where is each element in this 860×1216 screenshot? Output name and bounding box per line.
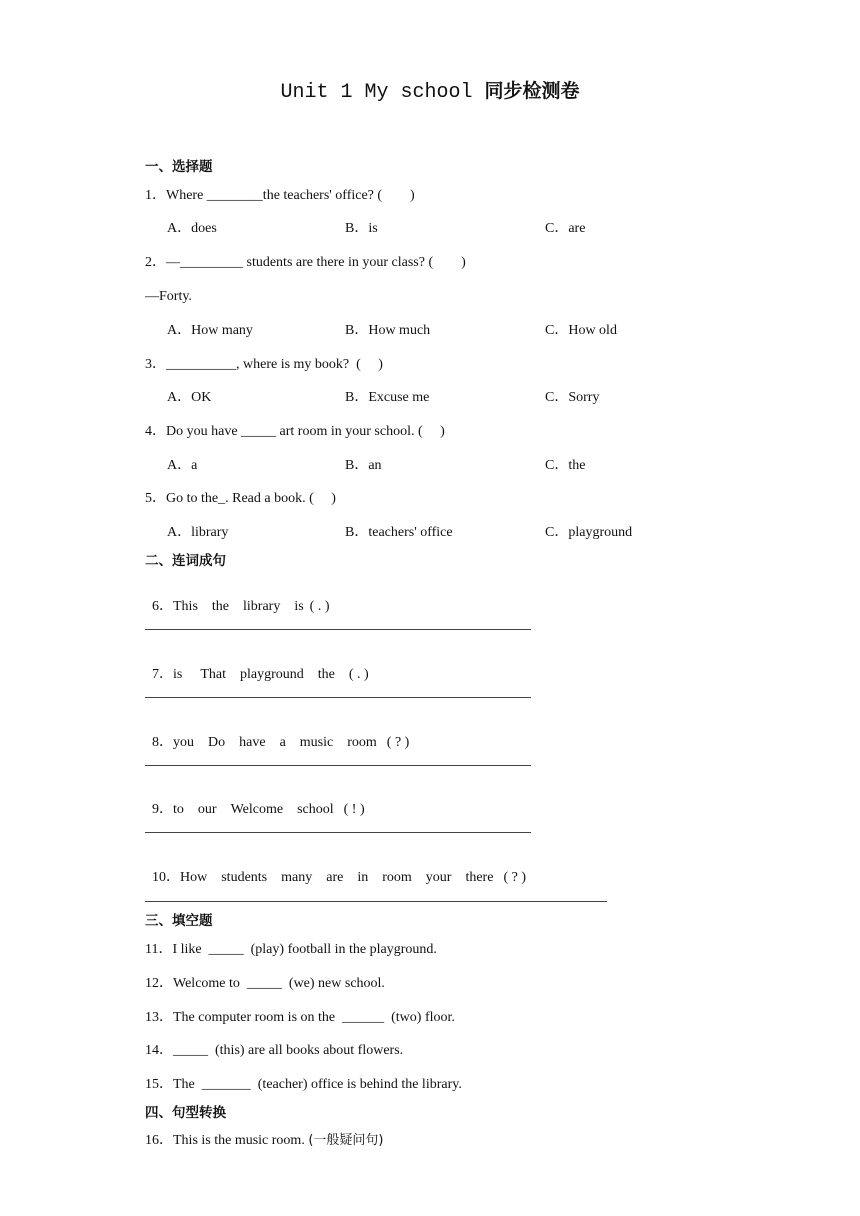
q6-word: library bbox=[243, 599, 281, 614]
q8-punct: ( ? ) bbox=[386, 735, 410, 750]
q5-option-b: B．teachers' office bbox=[345, 525, 453, 540]
q7-word: is bbox=[173, 667, 183, 682]
question-13: 13．The computer room is on the ______ (two) floor. bbox=[145, 1010, 455, 1025]
title-chinese: 同步检测卷 bbox=[484, 80, 580, 102]
q16-sentence: 16．This is the music room. bbox=[145, 1133, 309, 1148]
q9-word: our bbox=[197, 802, 217, 817]
q10-answer-line[interactable] bbox=[145, 901, 607, 902]
q8-word: Do bbox=[208, 735, 226, 750]
q4-option-a: A．a bbox=[167, 458, 198, 473]
q10-punct: ( ? ) bbox=[503, 870, 526, 885]
question-2: 2．—_________ students are there in your class? ( ) bbox=[145, 255, 466, 270]
q7-word: That bbox=[200, 667, 226, 682]
q1-option-b: B．is bbox=[345, 221, 378, 236]
q7-word: playground bbox=[240, 667, 304, 682]
q9-word: to bbox=[173, 802, 184, 817]
question-5: 5．Go to the_. Read a book. ( ) bbox=[145, 491, 336, 506]
q9-punct: ( ! ) bbox=[343, 802, 365, 817]
question-14: 14．_____ (this) are all books about flowers. bbox=[145, 1043, 404, 1058]
q2-option-b: B．How much bbox=[345, 323, 431, 338]
q6-punct: ( . ) bbox=[309, 599, 330, 614]
q1-option-a: A．does bbox=[167, 221, 217, 236]
q10-word: How bbox=[180, 870, 208, 885]
q6-number: 6． bbox=[152, 599, 173, 614]
question-15: 15．The _______ (teacher) office is behind the library. bbox=[145, 1077, 462, 1092]
section-heading-multiple-choice: 一、选择题 bbox=[145, 159, 213, 175]
q10-word: there bbox=[465, 870, 494, 885]
page-title bbox=[0, 76, 860, 104]
question-16 bbox=[145, 1132, 383, 1150]
q6-answer-line[interactable] bbox=[145, 629, 531, 630]
question-12: 12．Welcome to _____ (we) new school. bbox=[145, 976, 385, 991]
section-heading-word-order: 二、连词成句 bbox=[145, 553, 226, 569]
q10-word: your bbox=[425, 870, 452, 885]
q16-instruction: (一般疑问句) bbox=[308, 1133, 384, 1148]
q8-answer-line[interactable] bbox=[145, 765, 531, 766]
q7-punct: ( . ) bbox=[348, 667, 369, 682]
q8-number: 8． bbox=[152, 735, 173, 750]
question-6 bbox=[145, 580, 344, 616]
q3-option-a: A．OK bbox=[167, 390, 212, 405]
q6-word: the bbox=[211, 599, 229, 614]
title-english: Unit 1 My school bbox=[280, 81, 473, 104]
q10-word: students bbox=[221, 870, 268, 885]
q8-word: room bbox=[347, 735, 377, 750]
q9-number: 9． bbox=[152, 802, 173, 817]
q2-option-c: C．How old bbox=[545, 323, 617, 338]
question-1: 1．Where ________the teachers' office? ( ) bbox=[145, 188, 415, 203]
q10-word: are bbox=[326, 870, 344, 885]
question-7 bbox=[145, 648, 383, 684]
question-4: 4．Do you have _____ art room in your school. ( ) bbox=[145, 424, 445, 439]
q8-word: have bbox=[239, 735, 266, 750]
question-8 bbox=[145, 716, 423, 752]
q10-word: in bbox=[357, 870, 369, 885]
q7-word: the bbox=[317, 667, 335, 682]
section-heading-fill-blanks: 三、填空题 bbox=[145, 913, 213, 929]
q8-word: a bbox=[279, 735, 286, 750]
q10-word: many bbox=[281, 870, 313, 885]
question-2-answer-line: —Forty. bbox=[145, 289, 192, 304]
q6-word: This bbox=[173, 599, 198, 614]
q8-word: you bbox=[173, 735, 194, 750]
question-3: 3．__________, where is my book? ( ) bbox=[145, 357, 383, 372]
q10-word: room bbox=[382, 870, 412, 885]
q3-option-b: B．Excuse me bbox=[345, 390, 430, 405]
q9-word: school bbox=[297, 802, 334, 817]
question-10 bbox=[145, 851, 540, 887]
q9-answer-line[interactable] bbox=[145, 832, 531, 833]
q9-word: Welcome bbox=[230, 802, 284, 817]
q6-word: is bbox=[294, 599, 304, 614]
q2-option-a: A．How many bbox=[167, 323, 253, 338]
q5-option-a: A．library bbox=[167, 525, 229, 540]
q1-option-c: C．are bbox=[545, 221, 586, 236]
q7-number: 7． bbox=[152, 667, 173, 682]
q4-option-b: B．an bbox=[345, 458, 382, 473]
question-11: 11．I like _____ (play) football in the playground. bbox=[145, 942, 437, 957]
q3-option-c: C．Sorry bbox=[545, 390, 600, 405]
q4-option-c: C．the bbox=[545, 458, 586, 473]
q7-answer-line[interactable] bbox=[145, 697, 531, 698]
q8-word: music bbox=[299, 735, 334, 750]
q10-number: 10． bbox=[152, 870, 180, 885]
question-9 bbox=[145, 783, 379, 819]
section-heading-sentence-transform: 四、句型转换 bbox=[145, 1105, 226, 1121]
q5-option-c: C．playground bbox=[545, 525, 633, 540]
